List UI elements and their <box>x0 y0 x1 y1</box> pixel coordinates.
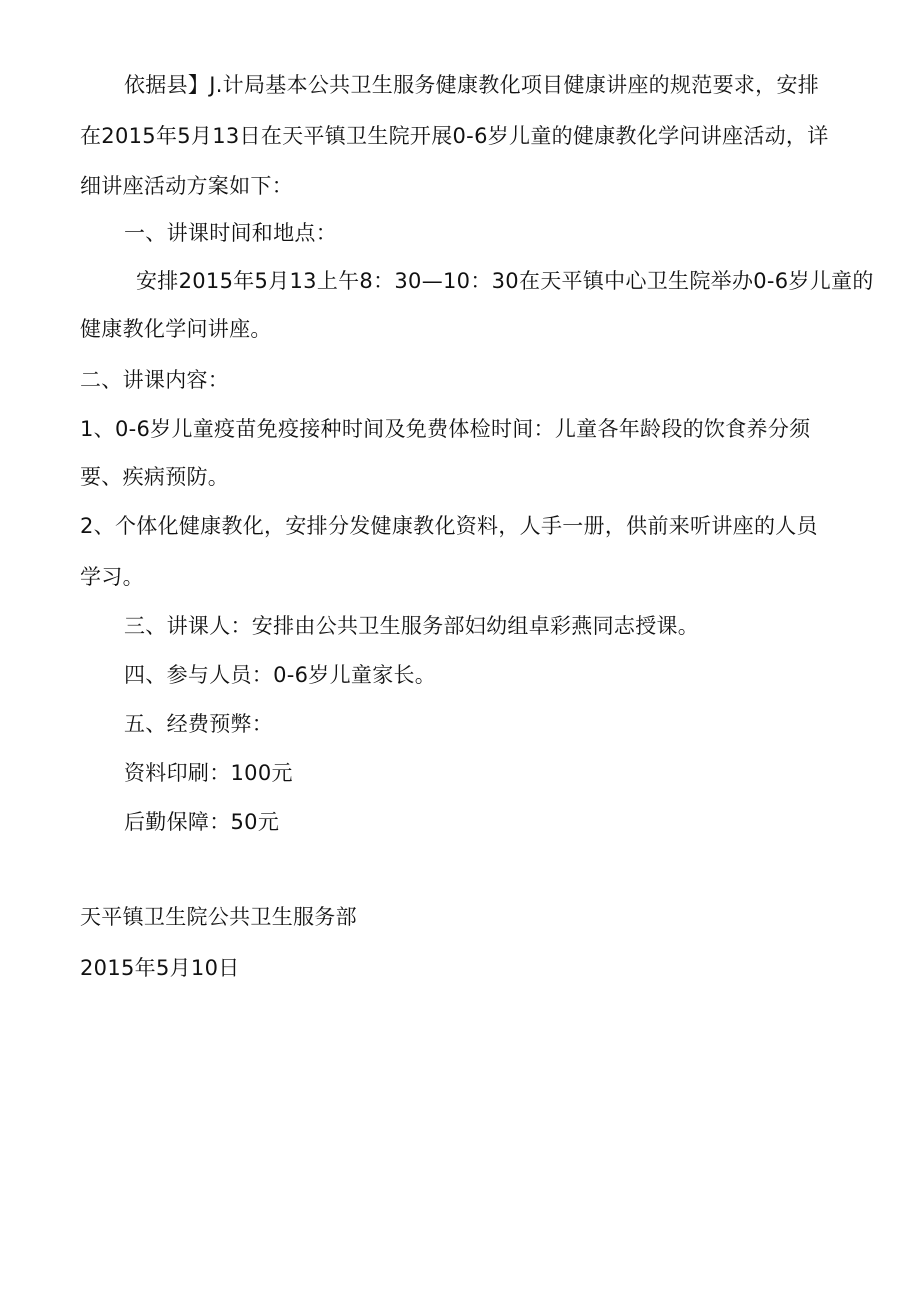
budget-printing: 资料印刷：100元 <box>124 761 293 785</box>
section-2-item-2-line-1: 2、个体化健康教化，安排分发健康教化资料，人手一册，供前来听讲座的人员 <box>80 514 818 538</box>
signature-org: 天平镇卫生院公共卫生服务部 <box>80 905 357 929</box>
intro-line-3: 细讲座活动方案如下： <box>80 174 293 198</box>
section-5-heading: 五、经费预弊： <box>124 712 274 736</box>
signature-date: 2015年5月10日 <box>80 956 240 980</box>
intro-line-2: 在2015年5月13日在天平镇卫生院开展0-6岁儿童的健康教化学问讲座活动，详 <box>80 124 829 148</box>
section-4-text: 四、参与人员：0-6岁儿童家长。 <box>124 663 437 687</box>
section-2-item-2-line-2: 学习。 <box>80 565 144 589</box>
section-1-line-1: 安排2015年5月13上午8：30—10：30在天平镇中心卫生院举办0-6岁儿童的 <box>136 269 874 293</box>
section-2-heading: 二、讲课内容： <box>80 368 230 392</box>
section-2-item-1-line-1: 1、0-6岁儿童疫苗免疫接种时间及免费体检时间：儿童各年龄段的饮食养分须 <box>80 417 811 441</box>
section-1-heading: 一、讲课时间和地点： <box>124 221 337 245</box>
intro-line-1: 依据县】J.计局基本公共卫生服务健康教化项目健康讲座的规范要求，安排 <box>124 73 820 97</box>
section-3-text: 三、讲课人：安排由公共卫生服务部妇幼组卓彩燕同志授课。 <box>124 614 700 638</box>
section-1-line-2: 健康教化学问讲座。 <box>80 317 272 341</box>
budget-logistics: 后勤保障：50元 <box>124 810 280 834</box>
section-2-item-1-line-2: 要、疾病预防。 <box>80 465 230 489</box>
